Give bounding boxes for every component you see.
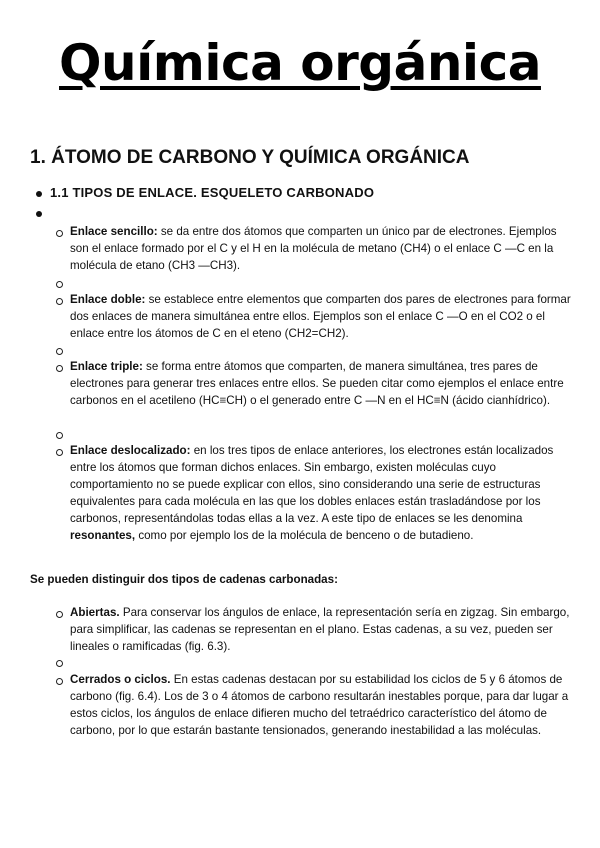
term-label: Abiertas. (70, 606, 120, 619)
circle-bullet-icon (56, 432, 63, 439)
section-heading: 1. ÁTOMO DE CARBONO Y QUÍMICA ORGÁNICA (30, 147, 470, 168)
bullet-icon (36, 191, 42, 197)
list-item (70, 223, 575, 274)
term-label: Enlace deslocalizado: (70, 444, 191, 457)
term-label: Enlace triple: (70, 360, 143, 373)
circle-bullet-icon (56, 281, 63, 288)
circle-bullet-icon (56, 611, 63, 618)
circle-bullet-icon (56, 230, 63, 237)
bullet-icon (36, 211, 42, 217)
subsection-heading: 1.1 TIPOS DE ENLACE. ESQUELETO CARBONADO (50, 185, 375, 200)
circle-bullet-icon (56, 348, 63, 355)
term-label: Cerrados o ciclos. (70, 673, 171, 686)
circle-bullet-icon (56, 298, 63, 305)
list-item (70, 291, 575, 342)
term-label: Enlace doble: (70, 293, 146, 306)
item-text: En estas cadenas destacan por su estabilidad los ciclos de 5 y 6 átomos de carbono (fig. 6.4). Los de 3 o 4 átomos de carbono resultarán inestables porque, para dar lugar a estos ciclos, los ángulos de enlace difieren mucho del tetraédrico característico del átomo de carbono, por lo que estarán bastante tensionados, generando inestabilidad a las moléculas. (70, 673, 569, 737)
item-text: se establece entre elementos que comparten dos pares de electrones para formar dos enlaces de manera simultánea entre ellos. Ejemplos son el enlace C —O en el CO2 o el enlace entre los átomos de C en el eteno (CH2=CH2). (70, 293, 571, 340)
circle-bullet-icon (56, 678, 63, 685)
list-item (70, 671, 575, 739)
list-item (70, 604, 575, 655)
circle-bullet-icon (56, 660, 63, 667)
list-item (70, 358, 575, 409)
term-label: resonantes, (70, 529, 136, 542)
item-text: se forma entre átomos que comparten, de manera simultánea, tres pares de electrones para generar tres enlaces entre ellos. Se pueden citar como ejemplos el enlace entre carbonos en el acetileno (HC≡CH) o el generado entre C —N en el HC≡N (ácido cianhídrico). (70, 360, 564, 407)
list-item (70, 442, 575, 544)
item-text: se da entre dos átomos que comparten un único par de electrones. Ejemplos son el enlace formado por el C y el H en la molécula de metano (CH4) o el enlace C —C en la molécula de etano (CH3 —CH3). (70, 225, 557, 272)
term-label: Enlace sencillo: (70, 225, 158, 238)
circle-bullet-icon (56, 365, 63, 372)
item-text: en los tres tipos de enlace anteriores, los electrones están localizados entre los átomos que forman dichos enlaces. Sin embargo, existen moléculas cuyo comportamiento no se puede explicar con ellos, sino considerando una serie de estructuras equivalentes para cada molécula en las que los dobles enlaces están trasladándose por los carbonos, representándolas todas ellas a la vez. A este tipo de enlaces se les denomina (70, 444, 554, 525)
cadenas-intro: Se pueden distinguir dos tipos de cadenas carbonadas: (30, 573, 338, 586)
item-text: Para conservar los ángulos de enlace, la representación sería en zigzag. Sin embargo, para simplificar, las cadenas se representan en el plano. Estas cadenas, a su vez, pueden ser lineales o ramificadas (fig. 6.3). (70, 606, 570, 653)
document-title: Química orgánica (59, 34, 541, 92)
item-text: como por ejemplo los de la molécula de benceno o de butadieno. (135, 529, 474, 542)
circle-bullet-icon (56, 449, 63, 456)
